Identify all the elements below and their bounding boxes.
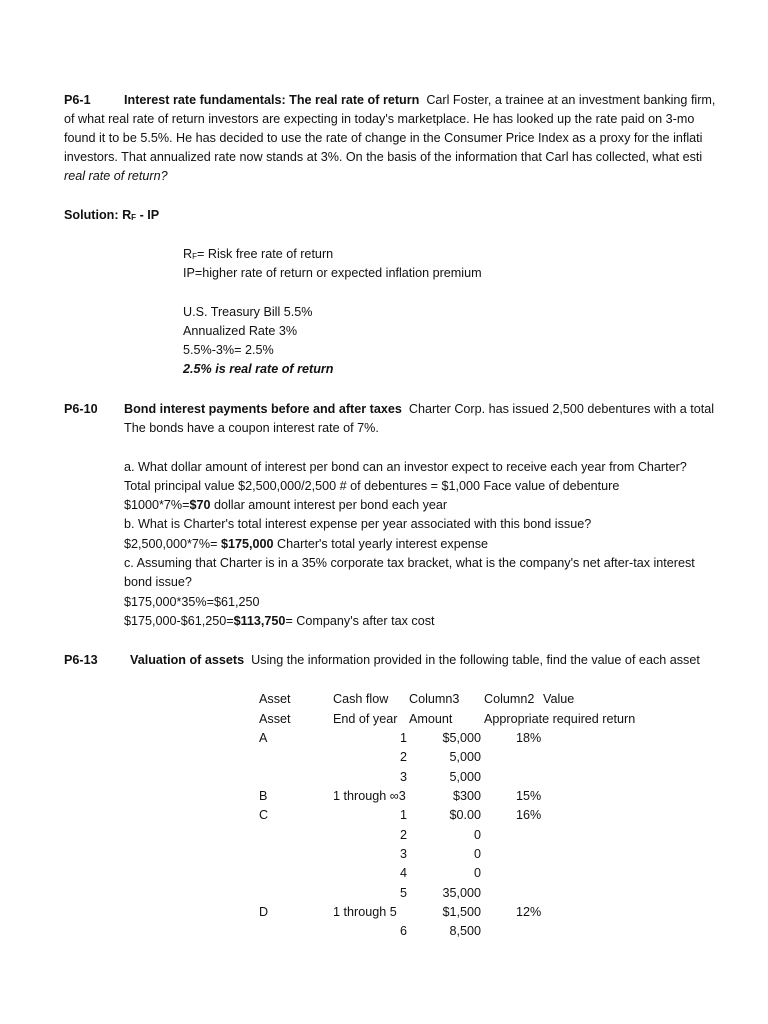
answer-b-calc: $2,500,000*7%= — [124, 537, 221, 551]
cell-year: 3 — [399, 770, 407, 784]
problem-heading-p6-1 — [124, 92, 715, 108]
cell-year: 5 — [399, 886, 407, 900]
answer-b-value: $175,000 — [221, 537, 274, 551]
cell-year: 3 — [399, 847, 407, 861]
cell-year: 2 — [399, 750, 407, 764]
problem-text-line: investors. That annualized rate now stands at 3%. On the basis of the information that Carl has collected, what esti — [64, 150, 703, 164]
solution-formula — [64, 207, 159, 226]
cell-amount: 8,500 — [449, 924, 481, 938]
table-header: Amount — [409, 712, 453, 726]
table-header: Asset — [259, 712, 291, 726]
cell-amount: 0 — [473, 847, 481, 861]
problem-intro-p6-13: Using the information provided in the following table, find the value of each asset — [251, 653, 700, 667]
calc-line: 5.5%-3%= 2.5% — [183, 343, 274, 357]
cell-amount: 0 — [473, 866, 481, 880]
answer-b-line — [124, 536, 488, 552]
table-header: End of year — [333, 712, 398, 726]
answer-c-text: = Company's after tax cost — [285, 614, 435, 628]
definition-rest: = Risk free rate of return — [197, 247, 334, 261]
cell-year: 2 — [399, 828, 407, 842]
answer-a-value: $70 — [189, 498, 211, 512]
cell-amount: $5,000 — [442, 731, 481, 745]
problem-title-p6-13: Valuation of assets — [130, 653, 245, 667]
problem-heading-p6-13 — [130, 652, 700, 668]
cell-period: 1 through 5 — [333, 905, 397, 919]
table-header: Asset — [259, 692, 291, 706]
cell-asset: C — [259, 808, 269, 822]
cell-amount: 5,000 — [449, 770, 481, 784]
cell-amount: $1,500 — [442, 905, 481, 919]
cell-year: 1 — [399, 731, 407, 745]
table-header: Column3 — [409, 692, 460, 706]
calc-line: U.S. Treasury Bill 5.5% — [183, 305, 313, 319]
problem-text-line: real rate of return? — [64, 169, 168, 183]
table-row — [0, 769, 768, 788]
definition-ip: IP=higher rate of return or expected inflation premium — [183, 266, 482, 280]
cell-rate: 12% — [516, 905, 542, 919]
problem-label-p6-13: P6-13 — [64, 653, 98, 667]
cell-asset: A — [259, 731, 268, 745]
table-row — [0, 865, 768, 884]
table-row — [0, 807, 768, 826]
answer-c-value: $113,750 — [233, 614, 286, 628]
table-header: Cash flow — [333, 692, 389, 706]
table-row — [0, 904, 768, 923]
table-row — [0, 749, 768, 768]
cell-rate: 15% — [516, 789, 542, 803]
answer-b-text: Charter's total yearly interest expense — [273, 537, 489, 551]
problem-text-line: The bonds have a coupon interest rate of 7%. — [124, 421, 379, 435]
question-c: c. Assuming that Charter is in a 35% corporate tax bracket, what is the company's net after-tax interest — [124, 556, 695, 570]
question-c-cont: bond issue? — [124, 575, 192, 589]
problem-text-line: of what real rate of return investors are expecting in today's marketplace. He has looked up the rate paid on 3-mo — [64, 112, 695, 126]
formula-subscript: F — [131, 213, 137, 222]
cell-period: 1 through ∞3 — [333, 789, 406, 803]
cell-amount: $300 — [452, 789, 481, 803]
problem-intro-p6-1: Carl Foster, a trainee at an investment banking firm, — [426, 93, 716, 107]
question-a: a. What dollar amount of interest per bond can an investor expect to receive each year from Charter? — [124, 460, 687, 474]
table-row — [0, 846, 768, 865]
cell-amount: 5,000 — [449, 750, 481, 764]
definition-rf — [183, 246, 333, 265]
problem-label-p6-10: P6-10 — [64, 402, 98, 416]
answer-line: 2.5% is real rate of return — [183, 362, 334, 376]
cell-asset: B — [259, 789, 268, 803]
question-b: b. What is Charter's total interest expense per year associated with this bond issue? — [124, 517, 592, 531]
table-row — [0, 730, 768, 749]
cell-rate: 16% — [516, 808, 542, 822]
table-header: Appropriate required return — [484, 712, 636, 726]
cell-amount: 0 — [473, 828, 481, 842]
definition-subscript: F — [192, 252, 197, 261]
problem-intro-p6-10: Charter Corp. has issued 2,500 debentures with a total — [408, 402, 715, 416]
formula-rest: - IP — [139, 208, 160, 222]
answer-a-line: Total principal value $2,500,000/2,500 # of debentures = $1,000 Face value of debenture — [124, 479, 620, 493]
table-row — [0, 827, 768, 846]
solution-label: Solution: — [64, 208, 119, 222]
cell-year: 6 — [399, 924, 407, 938]
table-row — [0, 885, 768, 904]
problem-title-p6-10: Bond interest payments before and after taxes — [124, 402, 402, 416]
table-row — [0, 923, 768, 942]
formula-r: R — [122, 208, 132, 222]
problem-text-line: found it to be 5.5%. He has decided to use the rate of change in the Consumer Price Index as a proxy for the inflati — [64, 131, 703, 145]
problem-label-p6-1: P6-1 — [64, 93, 91, 107]
problem-heading-p6-10 — [124, 401, 714, 417]
answer-a-line — [124, 497, 447, 513]
answer-c-line — [124, 613, 435, 629]
table-header: Column2 — [484, 692, 535, 706]
calc-line: Annualized Rate 3% — [183, 324, 298, 338]
cell-amount: 35,000 — [442, 886, 481, 900]
cell-amount: $0.00 — [449, 808, 481, 822]
answer-c-line: $175,000*35%=$61,250 — [124, 595, 260, 609]
problem-title-p6-1: Interest rate fundamentals: The real rate of return — [124, 93, 420, 107]
definition-r: R — [183, 247, 193, 261]
table-header: Value — [543, 692, 575, 706]
cell-rate: 18% — [516, 731, 542, 745]
cell-year: 4 — [399, 866, 407, 880]
cell-year: 1 — [399, 808, 407, 822]
answer-a-calc: $1000*7%= — [124, 498, 190, 512]
answer-a-text: dollar amount interest per bond each year — [210, 498, 448, 512]
table-row — [0, 788, 768, 807]
cell-asset: D — [259, 905, 269, 919]
answer-c-calc: $175,000-$61,250= — [124, 614, 234, 628]
